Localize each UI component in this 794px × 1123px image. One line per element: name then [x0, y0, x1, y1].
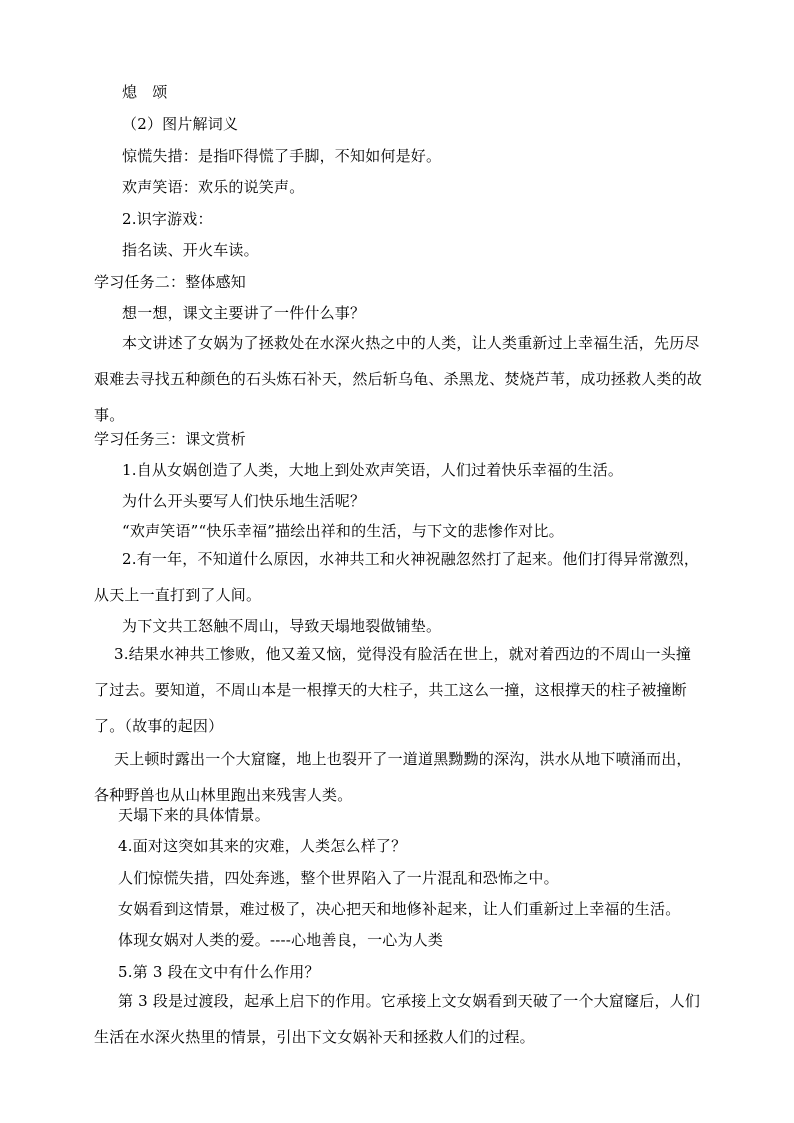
section-heading-picture-vocab: （2）图片解词义 [122, 115, 239, 133]
nuwa-decision: 女娲看到这情景，难过极了，决心把天和地修补起来，让人们重新过上幸福的生活。 [118, 900, 681, 918]
point-2-answer: 为下文共工怒触不周山，导致天塌地裂做铺垫。 [122, 617, 442, 635]
sky-collapse-paragraph: 天上顿时露出一个大窟窿，地上也裂开了一道道黑黝黝的深沟，洪水从地下喷涌而出，各种野兽也从山林里跑出来残害人类。 [94, 750, 692, 804]
point-5-answer-paragraph: 第 3 段是过渡段，起承上启下的作用。它承接上文女娲看到天破了一个大窟窿后，人们生活在水深火热里的情景，引出下文女娲补天和拯救人们的过程。 [94, 992, 701, 1046]
definition-jinghuang: 惊慌失措：是指吓得慌了手脚，不知如何是好。 [122, 147, 442, 165]
point-2-paragraph: 2.有一年，不知道什么原因，水神共工和火神祝融忽然打了起来。他们打得异常激烈，从天上一直打到了人间。 [94, 550, 700, 604]
question-main-event: 想一想，课文主要讲了一件什么事？ [122, 304, 366, 322]
summary-paragraph: 本文讲述了女娲为了拯救处在水深火热之中的人类，让人类重新过上幸福生活，先历尽艰难去寻找五种颜色的石头炼石补天，然后斩乌龟、杀黑龙、焚烧芦苇，成功拯救人类的故事。 [94, 334, 703, 424]
point-4-answer: 人们惊慌失措，四处奔逃，整个世界陷入了一片混乱和恐怖之中。 [118, 869, 559, 887]
point-1-question: 为什么开头要写人们快乐地生活呢？ [122, 492, 366, 510]
point-4-question: 4.面对这突如其来的灾难，人类怎么样了？ [118, 837, 407, 855]
word-list-line: 熄 颂 [122, 83, 168, 101]
task-three-heading: 学习任务三：课文赏析 [94, 430, 247, 448]
task-two-heading: 学习任务二：整体感知 [94, 273, 247, 291]
point-5-question: 5.第 3 段在文中有什么作用？ [118, 963, 320, 981]
point-1-answer: “欢声笑语”“快乐幸福”描绘出祥和的生活，与下文的悲惨作对比。 [122, 522, 564, 540]
point-3-paragraph: 3.结果水神共工惨败，他又羞又恼，觉得没有脸活在世上，就对着西边的不周山一头撞了过去。要知道，不周山本是一根撑天的大柱子，共工这么一撞，这根撑天的柱子被撞断了。（故事的起因） [94, 645, 692, 735]
nuwa-love-note: 体现女娲对人类的爱。----心地善良，一心为人类 [118, 931, 444, 949]
sky-collapse-note: 天塌下来的具体情景。 [118, 806, 271, 824]
definition-huansheng: 欢声笑语：欢乐的说笑声。 [122, 178, 305, 196]
point-1-text: 1.自从女娲创造了人类，大地上到处欢声笑语，人们过着快乐幸福的生活。 [122, 461, 624, 479]
game-description: 指名读、开火车读。 [122, 241, 259, 259]
section-heading-game: 2.识字游戏： [122, 210, 213, 228]
